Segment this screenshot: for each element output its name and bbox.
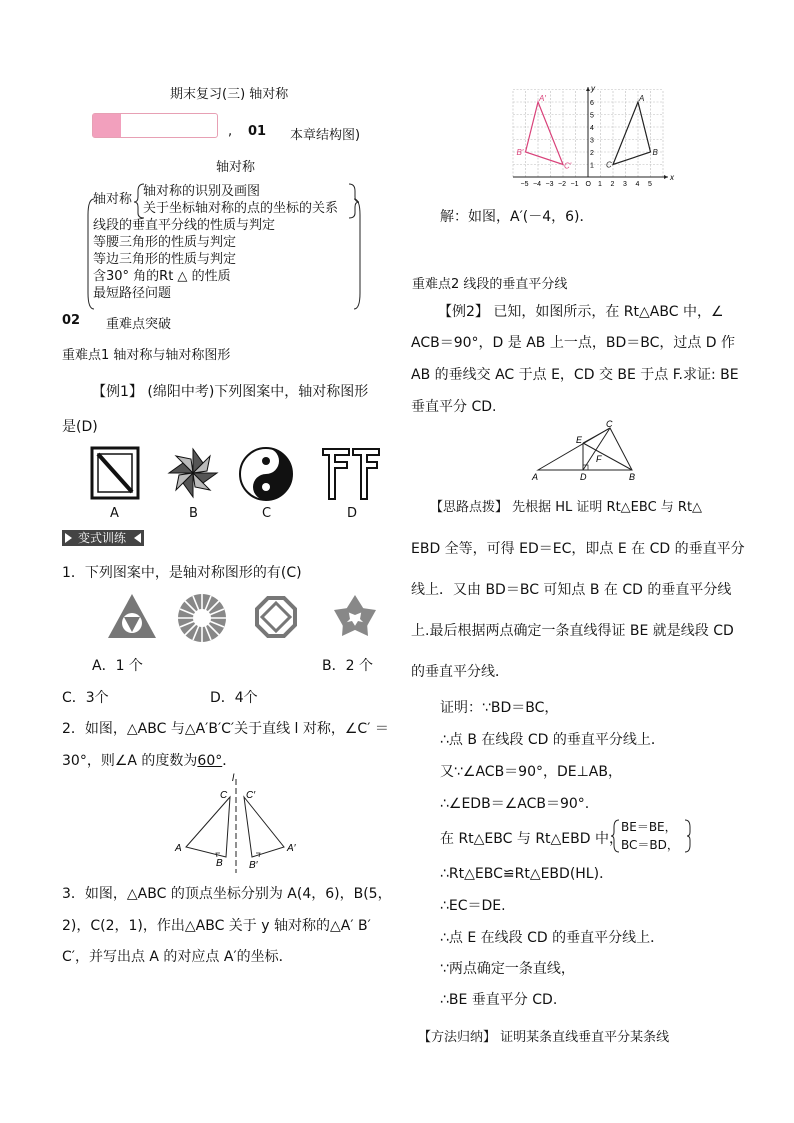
y-tick-label: 4 <box>590 125 594 132</box>
q2-symmetry-figure <box>170 773 310 875</box>
proof-line4: ∴∠EDB＝∠ACB＝90°. <box>440 796 590 812</box>
structure-sub2: 关于坐标轴对称的点的坐标的关系 <box>143 201 339 216</box>
question2-line2: 30°，则∠A 的度数为60°． <box>62 753 237 769</box>
structure-root: 轴对称 <box>93 192 133 207</box>
figure-c-label: C <box>262 506 272 521</box>
example2-line1: 【例2】 已知，如图所示，在 Rt△ABC 中，∠ <box>438 304 724 320</box>
proof-line8: ∴点 E 在线段 CD 的垂直平分线上． <box>440 930 665 946</box>
q1-octagon-icon <box>253 594 299 640</box>
y-tick-label: 2 <box>590 150 594 157</box>
variant-training-tag: 变式训练 <box>62 530 144 546</box>
structure-item: 等腰三角形的性质与判定 <box>93 235 237 250</box>
x-tick-label: 3 <box>623 181 627 188</box>
q1-triangle-icon <box>106 592 158 642</box>
hint-line5: 的垂直平分线． <box>411 664 509 680</box>
key-point-1-title: 重难点1 轴对称与轴对称图形 <box>62 348 231 363</box>
point-c-label: C <box>606 160 612 170</box>
q2-vertex-b: B <box>216 858 223 869</box>
q2-vertex-ap: A′ <box>287 843 296 854</box>
point-ap-label: A′ <box>539 94 546 103</box>
x-tick-label: −1 <box>570 181 579 188</box>
structure-item: 含30° 角的Rt △ 的性质 <box>93 269 231 284</box>
section2-title: 重难点突破 <box>106 317 172 332</box>
x-tick-label: −4 <box>533 181 541 188</box>
ex2-vertex-c: C <box>606 419 613 429</box>
section1-title: 本章结构图) <box>290 128 361 143</box>
method-summary: 【方法归纳】 证明某条直线垂直平分某条线 <box>418 1030 670 1045</box>
triangle-abc <box>613 102 651 165</box>
figure-c-yinyang-icon <box>238 446 294 502</box>
ex2-vertex-e: E <box>576 435 583 445</box>
question3-line2: 2)，C(2，1)，作出△ABC 关于 y 轴对称的△A′ B′ <box>62 918 371 934</box>
proof-line3: 又∵∠ACB＝90°，DE⊥AB， <box>440 764 622 780</box>
proof-line7: ∴EC＝DE. <box>440 898 506 914</box>
x-tick-label: −3 <box>545 181 554 188</box>
ex2-vertex-d: D <box>580 472 587 482</box>
figure-a-label: A <box>110 506 119 521</box>
q2-line-label: l <box>232 773 235 784</box>
x-axis-arrow <box>664 175 668 179</box>
structure-title: 轴对称 <box>216 160 256 175</box>
ex2-vertex-b: B <box>629 472 636 482</box>
proof-line10: ∴BE 垂直平分 CD. <box>440 992 558 1008</box>
question3-line1: 3．如图，△ABC 的顶点坐标分别为 A(4，6)，B(5， <box>62 886 392 902</box>
example2-line4: 垂直平分 CD. <box>411 399 497 415</box>
structure-sub1: 轴对称的识别及画图 <box>143 184 261 199</box>
x-tick-label: 4 <box>635 181 640 188</box>
q1-sunburst-icon <box>176 592 228 644</box>
example2-line3: AB 的垂线交 AC 于点 E，CD 交 BE 于点 F.求证: BE <box>411 367 739 383</box>
hint-line1: 【思路点拨】 先根据 HL 证明 Rt△EBC 与 Rt△ <box>430 500 703 515</box>
figure-b-label: B <box>189 506 198 521</box>
page-title: 期末复习(三) 轴对称 <box>170 87 289 102</box>
hint-line4: 上.最后根据两点确定一条直线得证 BE 就是线段 CD <box>411 623 734 639</box>
q3-coordinate-grid <box>505 84 674 197</box>
example1-line2: 是(D) <box>62 419 98 435</box>
x-tick-label: 2 <box>610 181 615 188</box>
ex2-vertex-f: F <box>596 454 602 464</box>
example2-line2: ACB＝90°，D 是 AB 上一点，BD＝BC，过点 D 作 <box>411 335 736 351</box>
section-banner <box>92 113 218 138</box>
x-tick-label: O <box>585 181 591 188</box>
section2-number: 02 <box>62 313 81 328</box>
y-axis-label: y <box>591 84 595 93</box>
figure-b-pinwheel-icon <box>166 446 220 500</box>
question2-answer: 60° <box>197 753 223 769</box>
proof-line2: ∴点 B 在线段 CD 的垂直平分线上． <box>440 732 665 748</box>
q1-option-d: D．4个 <box>210 690 258 706</box>
question3-line3: C′，并写出点 A 的对应点 A′的坐标． <box>62 949 293 965</box>
q1-pentagon-flower-icon <box>331 592 379 640</box>
q1-option-a: A．1 个 <box>92 658 143 674</box>
y-tick-label: 3 <box>590 137 594 145</box>
proof-line1: 证明：∵BD＝BC， <box>440 700 559 716</box>
proof-line9: ∵两点确定一条直线， <box>440 961 575 977</box>
point-b-label: B <box>652 148 658 157</box>
structure-item: 线段的垂直平分线的性质与判定 <box>93 218 276 233</box>
structure-item: 最短路径问题 <box>93 286 172 301</box>
y-tick-label: 6 <box>590 100 594 107</box>
proof-line6: ∴Rt△EBC≌Rt△EBD(HL)． <box>440 866 614 882</box>
structure-item: 等边三角形的性质与判定 <box>93 252 237 267</box>
q2-vertex-c: C <box>220 790 228 801</box>
y-tick-label: 5 <box>590 112 594 120</box>
point-cp-label: C′ <box>564 161 572 171</box>
proof-system-eq2: BC＝BD， <box>621 838 679 852</box>
q2-vertex-a: A <box>175 843 182 854</box>
q1-option-b: B．2 个 <box>322 658 373 674</box>
question1-stem: 1．下列图案中，是轴对称图形的有(C) <box>62 565 302 581</box>
q1-option-c: C．3个 <box>62 690 109 706</box>
point-a-label: A <box>639 94 645 103</box>
key-point-2-title: 重难点2 线段的垂直平分线 <box>412 277 568 292</box>
hint-line2: EBD 全等，可得 ED＝EC，即点 E 在 CD 的垂直平分 <box>411 541 745 557</box>
figure-d-pattern-icon <box>321 446 381 502</box>
x-tick-label: 1 <box>598 181 602 188</box>
figure-d-label: D <box>347 506 358 521</box>
q2-vertex-bp: B′ <box>249 860 258 871</box>
x-tick-label: −2 <box>558 181 566 188</box>
y-tick-label: 1 <box>590 162 594 170</box>
proof-system-eq1: BE＝BE， <box>621 820 677 834</box>
section1-number: 01 <box>248 124 267 139</box>
hint-line3: 线上．又由 BD＝BC 可知点 B 在 CD 的垂直平分线 <box>411 582 732 598</box>
y-axis-arrow <box>586 87 590 91</box>
ex2-triangle-figure <box>530 418 648 484</box>
x-tick-label: 5 <box>648 181 652 188</box>
point-bp-label: B′ <box>516 148 524 157</box>
ex2-vertex-a: A <box>532 472 539 482</box>
triangle-apbpcp <box>526 102 564 165</box>
proof-line5: 在 Rt△EBC 与 Rt△EBD 中， <box>440 831 623 847</box>
q3-solution: 解：如图，A′(－4，6)． <box>440 209 594 225</box>
x-axis-label: x <box>670 173 674 182</box>
example1-line1: 【例1】 (绵阳中考)下列图案中，轴对称图形 <box>92 384 369 400</box>
figure-a-square-icon <box>90 446 140 500</box>
q2-vertex-cp: C′ <box>246 790 256 801</box>
x-tick-label: −5 <box>520 181 529 188</box>
question2-line1: 2．如图，△ABC 与△A′B′C′关于直线 l 对称，∠C′ ＝ <box>62 721 389 737</box>
